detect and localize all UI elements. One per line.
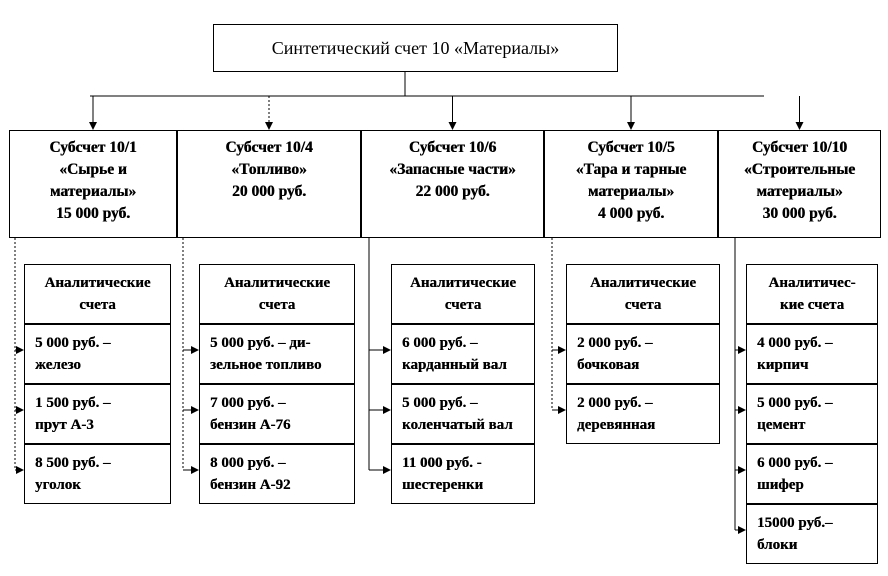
analytic-account-item — [746, 324, 878, 384]
analytic-account-text: 5 000 руб. – — [35, 335, 111, 351]
analytic-header-3 — [566, 264, 720, 324]
analytic-account-item — [391, 324, 535, 384]
analytic-header-text: счета — [258, 297, 296, 313]
analytic-header-text: Аналитические — [223, 275, 331, 291]
analytic-account-item — [391, 444, 535, 504]
analytic-account-item — [199, 444, 355, 504]
analytic-account-item — [24, 324, 171, 384]
analytic-account-text: прут А-3 — [35, 417, 94, 433]
analytic-account-text: 5 000 руб. – — [402, 395, 478, 411]
analytic-account-item — [199, 324, 355, 384]
subaccount-box-1 — [177, 130, 361, 238]
subaccount-text: Субсчет 10/10 — [751, 139, 848, 156]
analytic-account-text: 8 500 руб. – — [35, 455, 111, 471]
subaccount-text: материалы» — [756, 183, 843, 200]
analytic-account-text: коленчатый вал — [402, 417, 513, 433]
analytic-account-text: шифер — [757, 477, 804, 493]
analytic-account-text: 7 000 руб. – — [210, 395, 286, 411]
subaccount-box-4 — [718, 130, 881, 238]
analytic-account-text: 5 000 руб. – ди- — [210, 335, 311, 351]
analytic-account-text: железо — [35, 357, 81, 373]
analytic-account-item — [746, 384, 878, 444]
subaccount-text: 22 000 руб. — [415, 183, 490, 200]
subaccount-text: 20 000 руб. — [231, 183, 307, 200]
analytic-account-text: бензин А-76 — [210, 417, 291, 433]
analytic-account-item — [24, 384, 171, 444]
analytic-header-text: Аналитические — [44, 275, 151, 291]
synthetic-account-label: Синтетический счет 10 «Материалы» — [271, 37, 560, 58]
analytic-header-text: счета — [444, 297, 482, 313]
analytic-header-4 — [746, 264, 878, 324]
analytic-account-text: цемент — [757, 417, 806, 433]
subaccount-text: 4 000 руб. — [597, 205, 665, 222]
analytic-account-item — [566, 324, 720, 384]
analytic-account-text: 4 000 руб. – — [757, 335, 833, 351]
analytic-header-text: Аналитичес- — [768, 275, 856, 291]
analytic-account-item — [746, 444, 878, 504]
analytic-header-text: кие счета — [779, 297, 845, 313]
analytic-account-text: бочковая — [577, 357, 640, 373]
analytic-account-text: уголок — [35, 477, 81, 493]
subaccount-text: Субсчет 10/1 — [49, 139, 137, 156]
subaccount-text: 15 000 руб. — [55, 205, 131, 222]
analytic-account-item — [391, 384, 535, 444]
analytic-account-text: 15000 руб.– — [757, 515, 833, 531]
subaccount-text: «Сырье и — [59, 161, 127, 178]
subaccount-text: «Строительные — [743, 161, 856, 178]
analytic-account-text: 11 000 руб. - — [402, 455, 482, 471]
analytic-account-text: блоки — [757, 537, 798, 553]
subaccount-text: «Топливо» — [231, 161, 307, 178]
analytic-account-text: 8 000 руб. – — [210, 455, 286, 471]
subaccount-text: «Тара и тарные — [575, 161, 687, 178]
subaccount-box-3 — [544, 130, 718, 238]
analytic-header-1 — [199, 264, 355, 324]
analytic-header-text: Аналитические — [409, 275, 517, 291]
subaccount-text: Субсчет 10/6 — [408, 139, 497, 156]
subaccount-text: Субсчет 10/4 — [225, 139, 313, 156]
analytic-account-text: 2 000 руб. – — [577, 395, 653, 411]
analytic-account-text: 5 000 руб. – — [757, 395, 833, 411]
analytic-account-text: бензин А-92 — [210, 477, 291, 493]
subaccount-text: Субсчет 10/5 — [587, 139, 675, 156]
analytic-account-text: 2 000 руб. – — [577, 335, 653, 351]
analytic-account-text: зельное топливо — [210, 357, 322, 373]
analytic-header-0 — [24, 264, 171, 324]
analytic-header-text: счета — [624, 297, 662, 313]
analytic-account-text: деревянная — [577, 417, 656, 433]
analytic-account-item — [746, 504, 878, 564]
synthetic-account-box — [213, 24, 618, 72]
subaccount-box-0 — [9, 130, 177, 238]
analytic-account-text: 6 000 руб. – — [402, 335, 478, 351]
subaccount-text: «Запасные части» — [389, 161, 516, 178]
analytic-account-text: 6 000 руб. – — [757, 455, 833, 471]
analytic-header-2 — [391, 264, 535, 324]
analytic-header-text: счета — [79, 297, 116, 313]
analytic-account-item — [566, 384, 720, 444]
subaccount-text: 30 000 руб. — [762, 205, 837, 222]
analytic-account-text: 1 500 руб. – — [35, 395, 111, 411]
analytic-header-text: Аналитические — [589, 275, 697, 291]
subaccount-text: материалы» — [49, 183, 137, 200]
analytic-account-item — [199, 384, 355, 444]
subaccount-text: материалы» — [587, 183, 675, 200]
analytic-account-text: карданный вал — [402, 357, 507, 373]
analytic-account-text: шестеренки — [402, 477, 484, 493]
subaccount-box-2 — [361, 130, 544, 238]
analytic-account-item — [24, 444, 171, 504]
analytic-account-text: кирпич — [757, 357, 809, 373]
